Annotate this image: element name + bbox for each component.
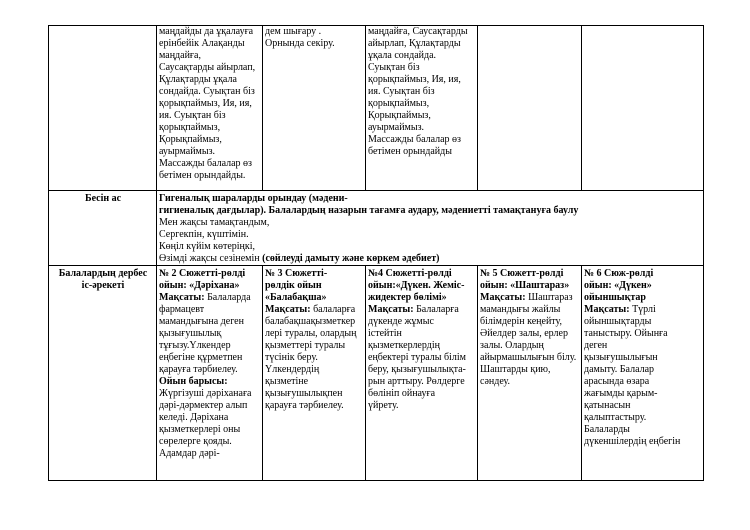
goal-text: Балаларда bbox=[204, 292, 251, 303]
game-goal-line: сәндеу. bbox=[480, 376, 511, 387]
game-goal-line: Үлкендердің bbox=[265, 364, 320, 375]
text-line: ауырмаймыз. bbox=[368, 122, 425, 133]
cell-game-kindergarten bbox=[263, 266, 366, 481]
text-line: Массажды балалар өз bbox=[368, 134, 461, 145]
row-label-independent-activity bbox=[49, 266, 157, 481]
goal-label: Мақсаты: bbox=[265, 304, 311, 315]
game-goal-line: таныстыру. Ойынға bbox=[584, 328, 668, 339]
text-line: маңдайға, bbox=[159, 50, 201, 61]
game-progress-line: келеді. Дәріхана bbox=[159, 412, 229, 423]
game-goal-line bbox=[265, 304, 364, 316]
text-line: Суықтан біз bbox=[368, 62, 420, 73]
game-title-line: ойын:«Дүкен. Жеміс- bbox=[368, 280, 465, 291]
cell-game-fruit-store bbox=[366, 266, 478, 481]
game-goal-line: түсінік беру. bbox=[265, 352, 318, 363]
game-goal-line: білімдерін кеңейту, bbox=[480, 316, 563, 327]
game-goal-line: қарауға тәрбиелеу. bbox=[159, 364, 238, 375]
goal-text: Шаштараз bbox=[525, 292, 573, 303]
text-line: Саусақтарды айырлап, bbox=[159, 62, 256, 73]
cell-breathing-text bbox=[263, 26, 366, 191]
row-label-line: Балалардың дербес bbox=[58, 268, 148, 279]
game-goal-line: үйрету. bbox=[368, 400, 399, 411]
game-goal-line: дамыту. Балалар bbox=[584, 364, 655, 375]
game-title-line: ойын: «Дүкен» bbox=[584, 280, 652, 291]
text-line: дем шығару . bbox=[265, 26, 322, 37]
game-goal-line: залы. Олардың bbox=[480, 340, 544, 351]
game-goal-line: балабақшақызметкер bbox=[265, 316, 356, 327]
row-label-lunch: Бесін ас bbox=[49, 191, 157, 266]
game-progress-line: қызметкерлері оны bbox=[159, 424, 241, 435]
game-goal-line: қызметкерлердің bbox=[368, 340, 440, 351]
table-row-morning-continuation bbox=[49, 26, 704, 191]
game-goal-line: жағымды қарым- bbox=[584, 388, 658, 399]
cell-massage-text-2 bbox=[366, 26, 478, 191]
goal-text: балаларға bbox=[310, 304, 356, 315]
game-progress-line: Адамдар дәрі- bbox=[159, 448, 220, 459]
cell-empty-label bbox=[49, 26, 157, 191]
cell-lunch-content bbox=[157, 191, 704, 266]
game-goal-line: еңбектері туралы білім bbox=[368, 352, 466, 363]
cell-game-toy-store bbox=[582, 266, 704, 481]
game-title-line: жидектер бөлімі» bbox=[368, 292, 447, 303]
text-line: бетімен орындайды bbox=[368, 146, 452, 157]
schedule-table bbox=[48, 25, 704, 481]
lunch-heading-line-1: Гигеналық шараларды орындау (мәдени- bbox=[159, 193, 348, 204]
text-line: маңдайға, Саусақтарды bbox=[368, 26, 468, 37]
goal-label: Мақсаты: bbox=[480, 292, 526, 303]
table-row-lunch bbox=[49, 191, 704, 266]
game-goal-line: айырмашылығын білу. bbox=[480, 352, 577, 363]
game-goal-line bbox=[159, 292, 261, 304]
game-goal-line: дүкенде жұмыс bbox=[368, 316, 434, 327]
text-line: ия. Суықтан біз bbox=[159, 110, 226, 121]
game-goal-line: қарауға тәрбиелеу. bbox=[265, 400, 344, 411]
game-title-line: ойыншықтар bbox=[584, 292, 646, 303]
game-title-line: № 2 Сюжетті-рөлді bbox=[159, 268, 246, 279]
lunch-verse-line: Көңіл күйім көтеріңкі, bbox=[159, 241, 256, 252]
game-title-line: №4 Сюжетті-рөлді bbox=[368, 268, 452, 279]
cell-empty bbox=[582, 26, 704, 191]
text-line: қорықпаймыз, bbox=[368, 98, 430, 109]
game-title-line: ойын: «Дәріхана» bbox=[159, 280, 240, 291]
text-line: Қорықпаймыз, bbox=[368, 110, 431, 121]
game-title-line: № 3 Сюжетті- bbox=[265, 268, 328, 279]
text-line: ия. Суықтан біз bbox=[368, 86, 435, 97]
text-line: ерінбейік Алақанды bbox=[159, 38, 245, 49]
game-goal-line: арасында өзара bbox=[584, 376, 650, 387]
game-goal-line: бөлініп ойнауға bbox=[368, 388, 436, 399]
goal-label: Мақсаты: bbox=[368, 304, 414, 315]
row-label-line: іс-әрекеті bbox=[81, 280, 125, 291]
text-line: қорықпаймыз, bbox=[159, 122, 221, 133]
game-title-line: № 5 Сюжетт-рөлді bbox=[480, 268, 564, 279]
lunch-verse-last: Өзімді жақсы сезінемін bbox=[159, 253, 260, 264]
cell-massage-text-1 bbox=[157, 26, 263, 191]
game-goal-line: мамандығына деген bbox=[159, 316, 244, 327]
lunch-area-note: (сөйлеуді дамыту және көркем әдебиет) bbox=[259, 253, 440, 264]
game-goal-line: Балаларды bbox=[584, 424, 630, 435]
text-line: қорықпаймыз, Ия, ия, bbox=[368, 74, 461, 85]
game-goal-line: істейтін bbox=[368, 328, 402, 339]
goal-text: Балаларға bbox=[413, 304, 459, 315]
text-line: ұқала сондайда. bbox=[368, 50, 437, 61]
goal-label: Мақсаты: bbox=[159, 292, 205, 303]
text-line: ауырмаймыз. bbox=[159, 146, 216, 157]
goal-label: Мақсаты: bbox=[584, 304, 630, 315]
text-line: Қорықпаймыз, bbox=[159, 134, 222, 145]
game-title-line: «Балабақша» bbox=[265, 292, 327, 303]
goal-text: Түрлі bbox=[629, 304, 656, 315]
text-line: бетімен орындайды. bbox=[159, 170, 246, 181]
text-line: Орнында секіру. bbox=[265, 38, 335, 49]
game-goal-line: Шаштарды қию, bbox=[480, 364, 551, 375]
lunch-verse-line: Сергекпін, күштімін. bbox=[159, 229, 249, 240]
game-goal-line bbox=[368, 304, 476, 316]
text-line: Массажды балалар өз bbox=[159, 158, 252, 169]
text-line: қорықпаймыз, Ия, ия, bbox=[159, 98, 252, 109]
game-title-line: рөлдік ойын bbox=[265, 280, 322, 291]
game-goal-line: деген bbox=[584, 340, 608, 351]
game-goal-line: ойыншықтарды bbox=[584, 316, 652, 327]
game-goal-line bbox=[480, 292, 580, 304]
game-goal-line: қызметтері туралы bbox=[265, 340, 346, 351]
text-line: маңдайды да ұқалауға bbox=[159, 26, 254, 37]
lunch-heading-line-2: гигиеналық дағдылар). Балалардың назарын тағамға аудару, мәдениетті тамақтануға баулу bbox=[159, 205, 579, 216]
game-goal-line: беру, қызығушылықта- bbox=[368, 364, 466, 375]
game-goal-line: қызметіне bbox=[265, 376, 309, 387]
game-progress-line: сөрелерге қояды. bbox=[159, 436, 232, 447]
table-row-independent-activity bbox=[49, 266, 704, 481]
game-goal-line: қызығушылықпен bbox=[265, 388, 343, 399]
game-progress-label: Ойын барысы: bbox=[159, 376, 228, 387]
text-line: Құлақтарды ұқала bbox=[159, 74, 237, 85]
cell-game-pharmacy bbox=[157, 266, 263, 481]
game-goal-line: мамандығы жайлы bbox=[480, 304, 561, 315]
game-progress-line: дәрі-дәрмектер алып bbox=[159, 400, 248, 411]
game-title-line: ойын: «Шаштараз» bbox=[480, 280, 570, 291]
cell-game-hairdresser bbox=[478, 266, 582, 481]
game-progress-line: Жүргізуші дәріханаға bbox=[159, 388, 252, 399]
game-goal-line: дүкеншілердің еңбегін bbox=[584, 436, 681, 447]
game-goal-line bbox=[584, 304, 702, 316]
text-line: сондайда. Суықтан біз bbox=[159, 86, 255, 97]
game-goal-line: тұғызу.Үлкендер bbox=[159, 340, 231, 351]
game-goal-line: Әйелдер залы, ерлер bbox=[480, 328, 568, 339]
game-goal-line: рын арттыру. Рөлдерге bbox=[368, 376, 465, 387]
game-goal-line: қызығушылығын bbox=[584, 352, 658, 363]
cell-empty bbox=[478, 26, 582, 191]
game-goal-line: еңбегіне құрметпен bbox=[159, 352, 243, 363]
game-goal-line: қатынасын bbox=[584, 400, 631, 411]
game-goal-line: қалыптастыру. bbox=[584, 412, 647, 423]
text-line: айырлап, Құлақтарды bbox=[368, 38, 461, 49]
game-goal-line: қызығушылық bbox=[159, 328, 222, 339]
lunch-verse-line: Мен жақсы тамақтандым, bbox=[159, 217, 270, 228]
game-goal-line: лері туралы, олардың bbox=[265, 328, 357, 339]
game-title-line: № 6 Сюж-рөлді bbox=[584, 268, 654, 279]
game-goal-line: фармацевт bbox=[159, 304, 205, 315]
